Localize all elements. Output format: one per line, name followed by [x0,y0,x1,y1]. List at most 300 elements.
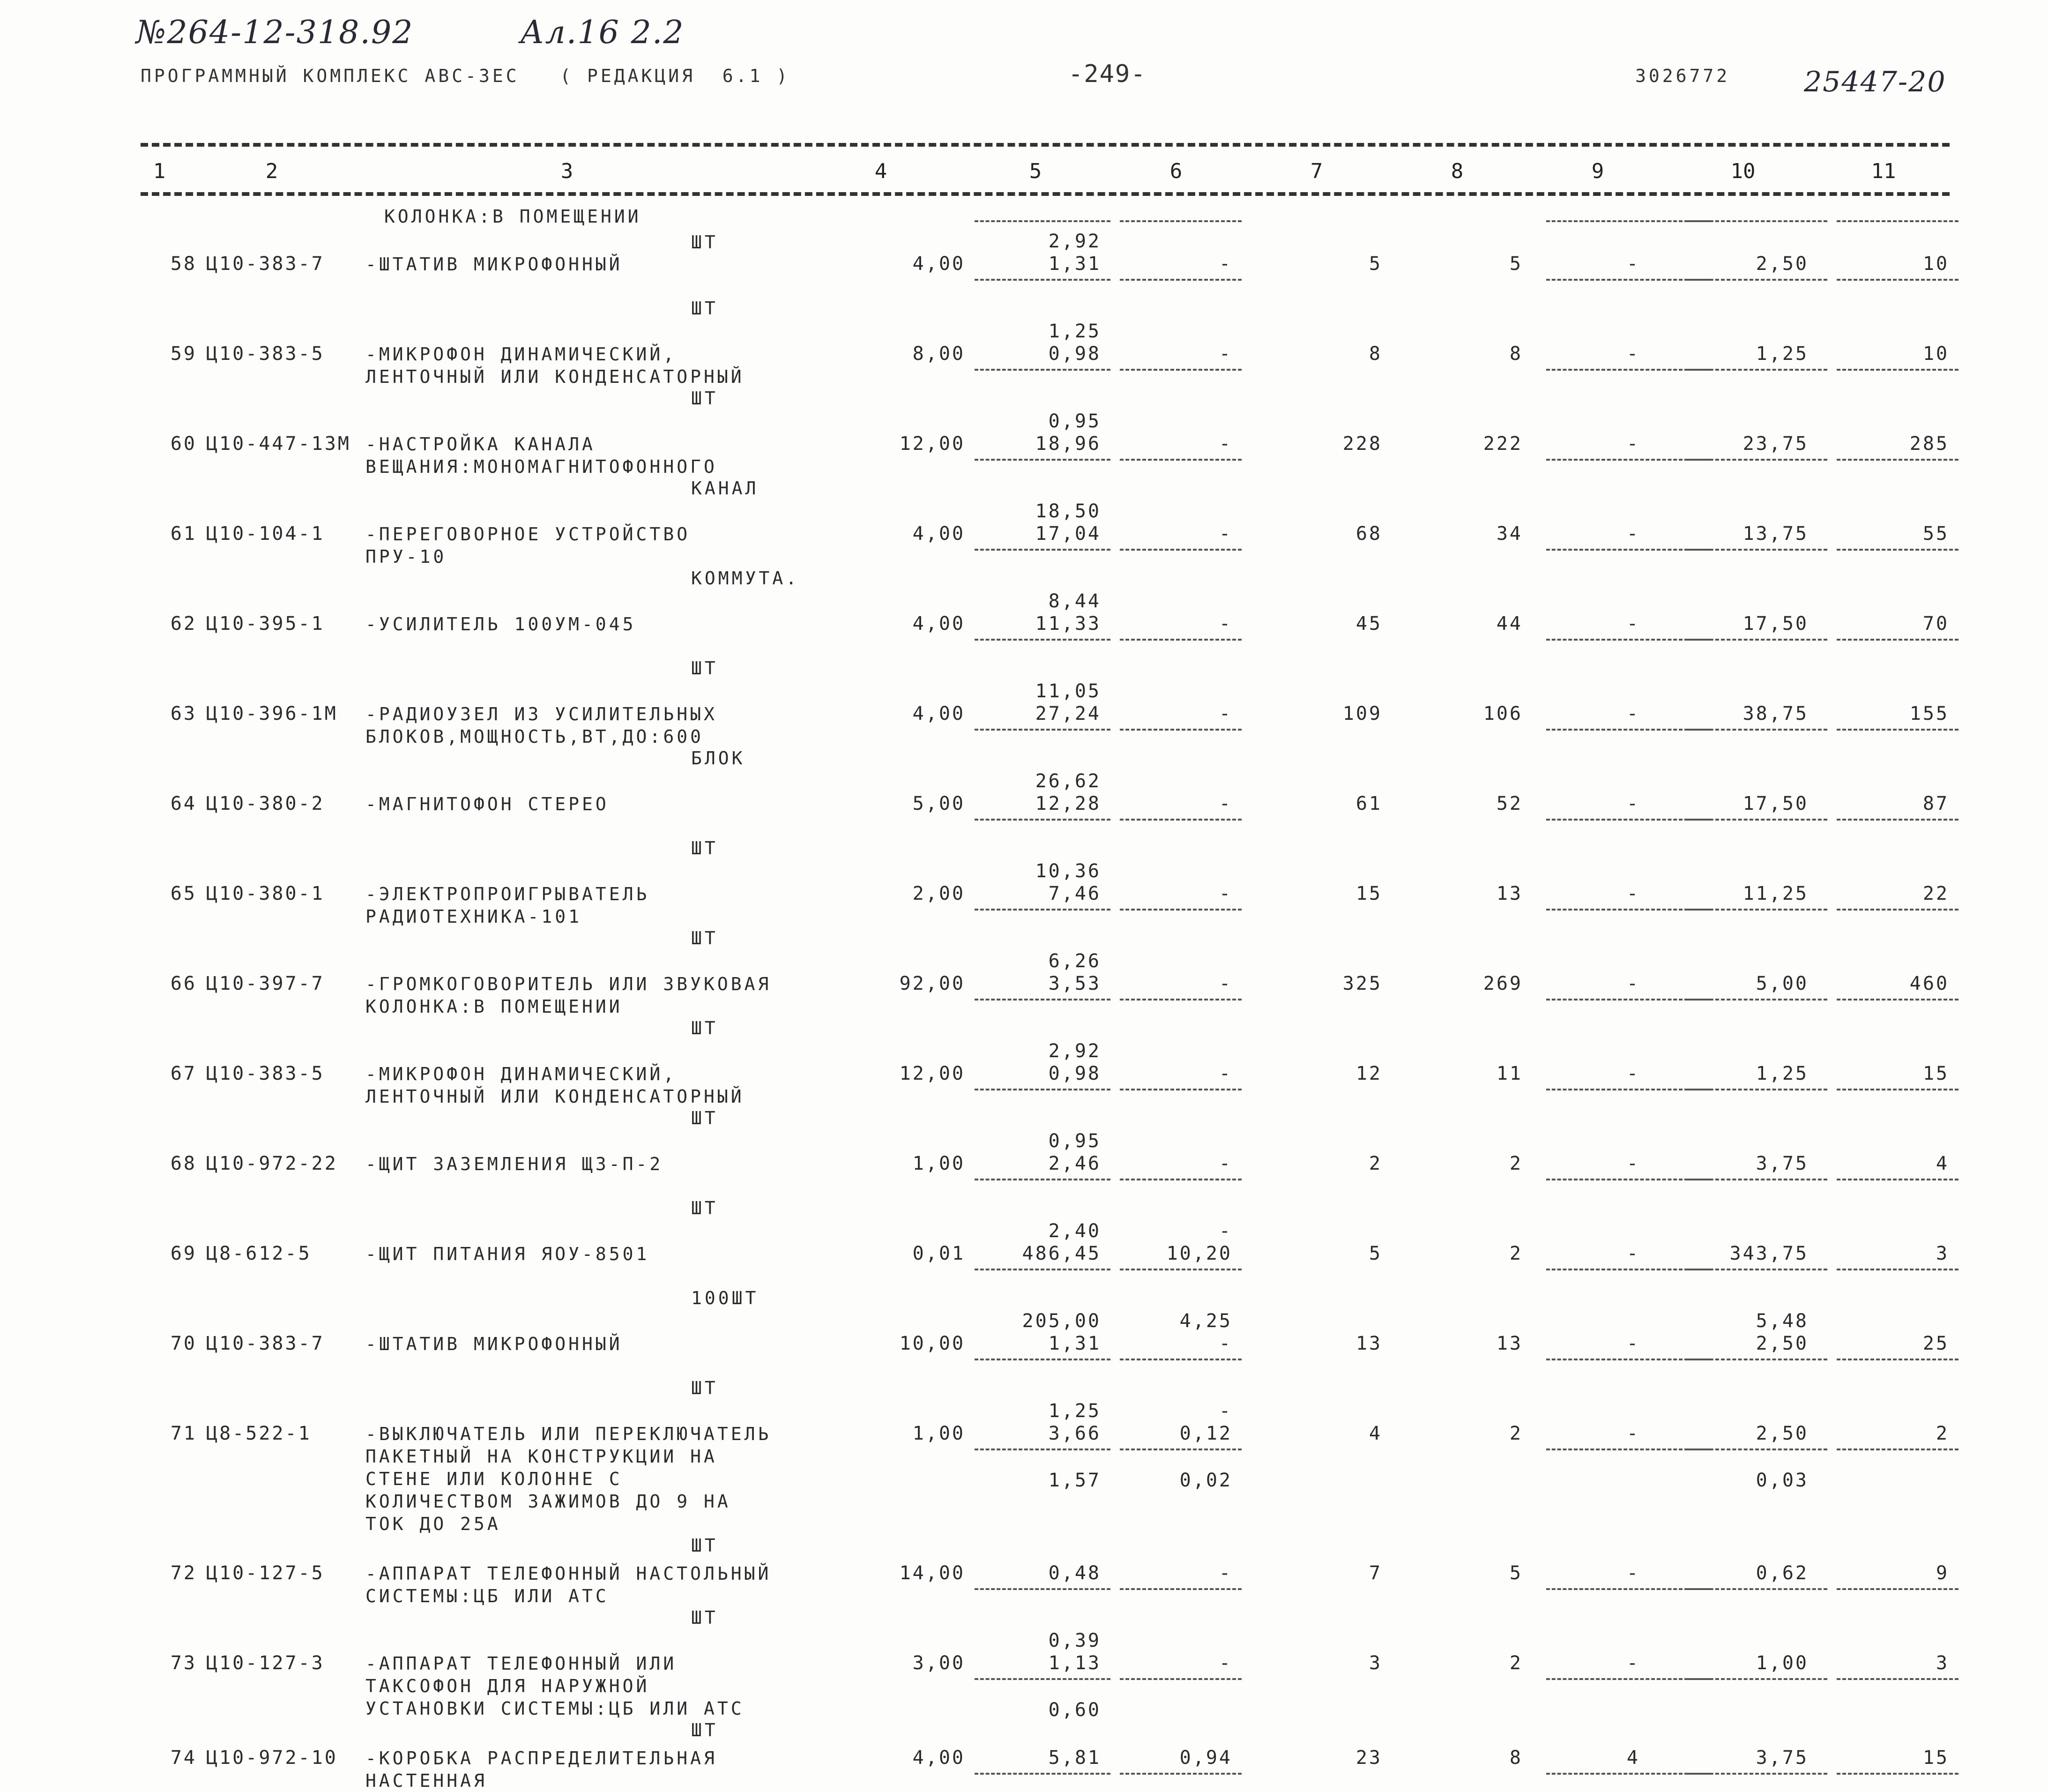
sum-rule [975,220,1110,222]
row-number: 64 [170,793,197,814]
value-rule [1546,639,1710,641]
col6-value: 0,94 [1179,1747,1232,1769]
row-description: -НАСТРОЙКА КАНАЛА [365,434,596,455]
value-rule [1837,1359,1959,1360]
row-description: НАСТЕННАЯ [365,1770,487,1791]
value-rule [1837,459,1959,461]
col7-value: 228 [1342,433,1382,455]
row-description: ВЕЩАНИЯ:МОНОМАГНИТОФОННОГО [365,456,717,477]
value-rule [1837,1089,1959,1090]
row-description: -МИКРОФОН ДИНАМИЧЕСКИЙ, [365,344,677,365]
col6-value: - [1219,343,1232,365]
row-code: Ц10-447-13М [206,433,351,455]
row-unit: ШТ [691,1607,718,1628]
row-number: 63 [170,703,197,724]
col4-quantity: 8,00 [912,343,965,365]
col10-value: 3,75 [1756,1747,1809,1769]
col5-upper: 11,05 [1035,680,1101,702]
column-header-11: 11 [1871,159,1896,183]
handwritten-sheet-ref: Ал.16 2.2 [520,14,685,51]
row-description: ЛЕНТОЧНЫЙ ИЛИ КОНДЕНСАТОРНЫЙ [365,1086,745,1107]
value-rule [1546,369,1710,371]
value-rule [1120,1269,1242,1270]
row-description: СТЕНЕ ИЛИ КОЛОННЕ С [365,1469,623,1489]
value-rule [1120,1588,1242,1590]
col4-quantity: 4,00 [912,613,965,635]
col10-upper: 5,48 [1756,1310,1809,1332]
col9-value: - [1626,1333,1640,1354]
col5-value: 0,48 [1048,1562,1101,1584]
row-unit: 100ШТ [691,1288,759,1308]
col8-value: 5 [1509,253,1523,275]
row-unit: ШТ [691,1720,718,1740]
row-description: ТАКСОФОН ДЛЯ НАРУЖНОЙ [365,1676,650,1696]
col5-upper: 205,00 [1022,1310,1101,1332]
col11-value: 2 [1936,1423,1949,1444]
row-number: 71 [170,1423,197,1444]
col5-value: 1,13 [1048,1652,1101,1674]
value-rule [1546,1269,1710,1270]
col5-value: 0,98 [1048,1063,1101,1084]
value-rule [1546,1089,1710,1090]
col11-value: 4 [1936,1153,1949,1174]
col5-upper: 0,39 [1048,1630,1101,1651]
col10-value: 3,75 [1756,1153,1809,1174]
value-rule [1120,1678,1242,1680]
value-rule [1687,1179,1827,1180]
col10-value: 38,75 [1743,703,1809,724]
continuation-unit: ШТ [691,232,718,253]
value-rule [1687,369,1827,371]
value-rule [1546,1773,1710,1775]
col6-value: - [1219,703,1232,724]
value-rule [1546,279,1710,281]
col4-quantity: 1,00 [912,1153,965,1174]
column-header-9: 9 [1591,159,1604,183]
col6-upper: - [1219,1400,1232,1422]
value-rule [975,819,1110,821]
col11-value: 25 [1922,1333,1949,1354]
value-rule [1120,279,1242,281]
col9-value: - [1626,613,1640,635]
value-rule [975,459,1110,461]
col11-value: 9 [1936,1562,1949,1584]
col10-value: 2,50 [1756,1423,1809,1444]
col4-quantity: 3,00 [912,1652,965,1674]
value-rule [975,549,1110,551]
col5-value: 3,53 [1048,973,1101,994]
col7-value: 325 [1342,973,1382,994]
row-description: -ЩИТ ПИТАНИЯ ЯОУ-8501 [365,1244,650,1264]
value-rule [1837,1179,1959,1180]
column-header-3: 3 [560,159,573,183]
col4-quantity: 12,00 [899,433,965,455]
row-number: 61 [170,523,197,545]
value-rule [1120,369,1242,371]
col5-value: 11,33 [1035,613,1101,635]
value-rule [1837,1269,1959,1270]
col11-value: 55 [1922,523,1949,545]
row-description: ПРУ-10 [365,546,447,567]
col4-quantity: 14,00 [899,1562,965,1584]
col11-value: 10 [1922,343,1949,365]
col10-value: 17,50 [1743,793,1809,814]
column-header-4: 4 [874,159,887,183]
col10-value: 11,25 [1743,883,1809,904]
row-description: -КОРОБКА РАСПРЕДЕЛИТЕЛЬНАЯ [365,1748,717,1769]
col9-value: - [1626,883,1640,904]
col10-value: 343,75 [1729,1243,1809,1264]
row-code: Ц10-127-3 [206,1652,325,1674]
col6-lower: 0,02 [1179,1470,1232,1491]
col11-value: 460 [1909,973,1949,994]
col5-value: 486,45 [1022,1243,1101,1264]
value-rule [1687,279,1827,281]
value-rule [1546,1449,1710,1450]
value-rule [1837,1449,1959,1450]
row-description: КОЛОНКА:В ПОМЕЩЕНИИ [365,996,623,1017]
column-header-2: 2 [265,159,278,183]
col9-value: - [1626,1153,1640,1174]
value-rule [1546,1678,1710,1680]
col11-value: 70 [1922,613,1949,635]
row-number: 67 [170,1063,197,1084]
value-rule [975,1089,1110,1090]
col4-quantity: 4,00 [912,523,965,545]
value-rule [1837,1588,1959,1590]
col6-value: - [1219,253,1232,275]
row-description: РАДИОТЕХНИКА-101 [365,906,582,927]
col9-value: - [1626,1652,1640,1674]
row-description: -МАГНИТОФОН СТЕРЕО [365,794,609,814]
sum-rule [1120,220,1242,222]
value-rule [1687,1588,1827,1590]
row-code: Ц8-612-5 [206,1243,312,1264]
col10-value: 1,25 [1756,343,1809,365]
value-rule [1837,1678,1959,1680]
row-number: 72 [170,1562,197,1584]
value-rule [1687,639,1827,641]
row-description: -МИКРОФОН ДИНАМИЧЕСКИЙ, [365,1064,677,1084]
value-rule [1120,819,1242,821]
row-unit: ШТ [691,1378,718,1398]
value-rule [1546,999,1710,1001]
row-code: Ц10-395-1 [206,613,325,635]
row-unit: БЛОК [691,748,745,769]
col8-value: 269 [1483,973,1523,994]
col6-value: - [1219,1333,1232,1354]
col4-quantity: 12,00 [899,1063,965,1084]
row-unit: ШТ [691,658,718,679]
col5-upper: 1,25 [1048,1400,1101,1422]
row-unit: ШТ [691,1018,718,1038]
value-rule [975,1359,1110,1360]
col10-value: 1,00 [1756,1652,1809,1674]
col5-value: 12,28 [1035,793,1101,814]
value-rule [1687,459,1827,461]
col11-value: 15 [1922,1063,1949,1084]
value-rule [1687,1449,1827,1450]
col5-value: 7,46 [1048,883,1101,904]
col8-value: 34 [1496,523,1523,545]
col4-quantity: 2,00 [912,883,965,904]
program-title: ПРОГРАММНЫЙ КОМПЛЕКС АВС-3ЕС ( РЕДАКЦИЯ 6.1 ) [141,66,790,86]
col5-upper: 8,44 [1048,590,1101,612]
row-code: Ц10-383-7 [206,253,325,275]
row-number: 74 [170,1747,197,1769]
col5-lower: 0,60 [1048,1699,1101,1721]
col8-value: 44 [1496,613,1523,635]
col8-value: 8 [1509,1747,1523,1769]
value-rule [1120,639,1242,641]
col8-value: 2 [1509,1153,1523,1174]
col8-value: 5 [1509,1562,1523,1584]
col7-value: 3 [1369,1652,1382,1674]
row-number: 60 [170,433,197,455]
value-rule [975,999,1110,1001]
col6-value: 10,20 [1166,1243,1232,1264]
col10-value: 13,75 [1743,523,1809,545]
col7-value: 7 [1369,1562,1382,1584]
value-rule [1120,1179,1242,1180]
value-rule [975,1449,1110,1450]
col10-value: 2,50 [1756,1333,1809,1354]
col5-value: 3,66 [1048,1423,1101,1444]
row-unit: КАНАЛ [691,478,759,499]
row-number: 70 [170,1333,197,1354]
col7-value: 8 [1369,343,1382,365]
col5-upper: 2,92 [1048,1040,1101,1062]
value-rule [1120,1089,1242,1090]
row-unit: ШТ [691,1198,718,1218]
row-description: КОЛИЧЕСТВОМ ЗАЖИМОВ ДО 9 НА [365,1491,731,1512]
table-top-border [141,143,1950,147]
col6-value: 0,12 [1179,1423,1232,1444]
document-code: 3026772 [1635,66,1730,86]
col9-value: - [1626,1423,1640,1444]
value-rule [1546,819,1710,821]
column-header-1: 1 [153,159,166,183]
col11-value: 155 [1909,703,1949,724]
row-description: -ЭЛЕКТРОПРОИГРЫВАТЕЛЬ [365,884,650,904]
row-code: Ц10-104-1 [206,523,325,545]
value-rule [1120,459,1242,461]
sum-rule [1546,220,1710,222]
column-header-7: 7 [1310,159,1323,183]
col10-value: 5,00 [1756,973,1809,994]
col9-value: - [1626,1243,1640,1264]
value-rule [975,1588,1110,1590]
column-header-6: 6 [1169,159,1183,183]
value-rule [1837,279,1959,281]
value-rule [1837,639,1959,641]
value-rule [1687,819,1827,821]
handwritten-estimate-number: 25447-20 [1804,66,1946,98]
row-description: -ЩИТ ЗАЗЕМЛЕНИЯ ЩЗ-П-2 [365,1154,663,1174]
col5-upper: 2,92 [1048,231,1101,252]
col8-value: 8 [1509,343,1523,365]
col7-value: 61 [1355,793,1382,814]
value-rule [975,1179,1110,1180]
row-code: Ц10-397-7 [206,973,325,994]
col9-value: - [1626,343,1640,365]
col7-value: 5 [1369,253,1382,275]
col9-value: - [1626,433,1640,455]
row-code: Ц10-972-10 [206,1747,338,1769]
col5-value: 1,31 [1048,1333,1101,1354]
value-rule [1120,1359,1242,1360]
row-code: Ц10-380-2 [206,793,325,814]
value-rule [1120,729,1242,731]
col5-value: 2,46 [1048,1153,1101,1174]
col6-value: - [1219,973,1232,994]
value-rule [1687,729,1827,731]
col9-value: - [1626,973,1640,994]
col11-value: 3 [1936,1652,1949,1674]
col6-upper: 4,25 [1179,1310,1232,1332]
row-description: ЛЕНТОЧНЫЙ ИЛИ КОНДЕНСАТОРНЫЙ [365,366,745,387]
row-number: 66 [170,973,197,994]
row-description: УСТАНОВКИ СИСТЕМЫ:ЦБ ИЛИ АТС [365,1698,745,1719]
col8-value: 222 [1483,433,1523,455]
value-rule [1837,729,1959,731]
continuation-text: КОЛОНКА:В ПОМЕЩЕНИИ [384,206,641,227]
col11-value: 285 [1909,433,1949,455]
col5-value: 1,31 [1048,253,1101,275]
value-rule [975,729,1110,731]
row-number: 58 [170,253,197,275]
row-code: Ц10-396-1М [206,703,338,724]
column-header-10: 10 [1730,159,1756,183]
row-description: -ВЫКЛЮЧАТЕЛЬ ИЛИ ПЕРЕКЛЮЧАТЕЛЬ [365,1424,772,1444]
row-description: -ШТАТИВ МИКРОФОННЫЙ [365,1334,623,1354]
row-number: 62 [170,613,197,635]
col10-value: 23,75 [1743,433,1809,455]
value-rule [1687,549,1827,551]
col11-value: 22 [1922,883,1949,904]
col9-value: 4 [1626,1747,1640,1769]
col4-quantity: 0,01 [912,1243,965,1264]
column-header-8: 8 [1451,159,1464,183]
value-rule [1546,729,1710,731]
col7-value: 5 [1369,1243,1382,1264]
value-rule [1687,1269,1827,1270]
col6-value: - [1219,1063,1232,1084]
row-description: СИСТЕМЫ:ЦБ ИЛИ АТС [365,1586,609,1606]
value-rule [1120,1449,1242,1450]
col9-value: - [1626,253,1640,275]
col5-upper: 0,95 [1048,1130,1101,1152]
col7-value: 2 [1369,1153,1382,1174]
col4-quantity: 4,00 [912,253,965,275]
row-code: Ц10-127-5 [206,1562,325,1584]
col5-upper: 6,26 [1048,950,1101,972]
row-code: Ц10-380-1 [206,883,325,904]
value-rule [975,1678,1110,1680]
value-rule [1687,1359,1827,1360]
col8-value: 106 [1483,703,1523,724]
value-rule [1546,1588,1710,1590]
row-unit: ШТ [691,1535,718,1556]
value-rule [1546,459,1710,461]
row-description: -ГРОМКОГОВОРИТЕЛЬ ИЛИ ЗВУКОВАЯ [365,974,772,994]
row-number: 69 [170,1243,197,1264]
col6-value: - [1219,883,1232,904]
col5-value: 17,04 [1035,523,1101,545]
value-rule [975,639,1110,641]
row-code: Ц10-383-7 [206,1333,325,1354]
row-code: Ц8-522-1 [206,1423,312,1444]
row-unit: ШТ [691,388,718,409]
col4-quantity: 10,00 [899,1333,965,1354]
value-rule [1546,909,1710,911]
row-code: Ц10-383-5 [206,343,325,365]
value-rule [1837,549,1959,551]
col10-value: 0,62 [1756,1562,1809,1584]
value-rule [1687,1089,1827,1090]
col4-quantity: 4,00 [912,1747,965,1769]
col5-upper: 18,50 [1035,500,1101,522]
col7-value: 13 [1355,1333,1382,1354]
col5-upper: 1,25 [1048,321,1101,342]
value-rule [1120,909,1242,911]
col9-value: - [1626,1063,1640,1084]
value-rule [1687,999,1827,1001]
value-rule [975,909,1110,911]
col5-upper: 26,62 [1035,770,1101,792]
value-rule [1120,1773,1242,1775]
value-rule [1546,1359,1710,1360]
row-code: Ц10-383-5 [206,1063,325,1084]
col5-upper: 0,95 [1048,411,1101,432]
col4-quantity: 4,00 [912,703,965,724]
sum-rule [1837,220,1959,222]
col5-upper: 2,40 [1048,1220,1101,1242]
handwritten-doc-number: №264-12-318.92 [136,14,414,51]
col6-value: - [1219,1652,1232,1674]
col9-value: - [1626,703,1640,724]
col7-value: 15 [1355,883,1382,904]
value-rule [1546,549,1710,551]
value-rule [975,369,1110,371]
row-number: 73 [170,1652,197,1674]
col10-value: 2,50 [1756,253,1809,275]
row-unit: ШТ [691,838,718,859]
value-rule [1837,909,1959,911]
col7-value: 23 [1355,1747,1382,1769]
row-description: -ПЕРЕГОВОРНОЕ УСТРОЙСТВО [365,524,691,545]
row-description: -РАДИОУЗЕЛ ИЗ УСИЛИТЕЛЬНЫХ [365,704,717,724]
col5-value: 5,81 [1048,1747,1101,1769]
col7-value: 109 [1342,703,1382,724]
row-description: -ШТАТИВ МИКРОФОННЫЙ [365,254,623,275]
col5-value: 27,24 [1035,703,1101,724]
col5-value: 0,98 [1048,343,1101,365]
col6-value: - [1219,613,1232,635]
value-rule [1837,1773,1959,1775]
value-rule [1837,819,1959,821]
sum-rule [1687,220,1827,222]
col6-value: - [1219,1153,1232,1174]
col4-quantity: 5,00 [912,793,965,814]
value-rule [1120,549,1242,551]
col9-value: - [1626,523,1640,545]
column-header-5: 5 [1029,159,1042,183]
col6-value: - [1219,433,1232,455]
value-rule [1837,369,1959,371]
value-rule [975,1773,1110,1775]
row-number: 68 [170,1153,197,1174]
